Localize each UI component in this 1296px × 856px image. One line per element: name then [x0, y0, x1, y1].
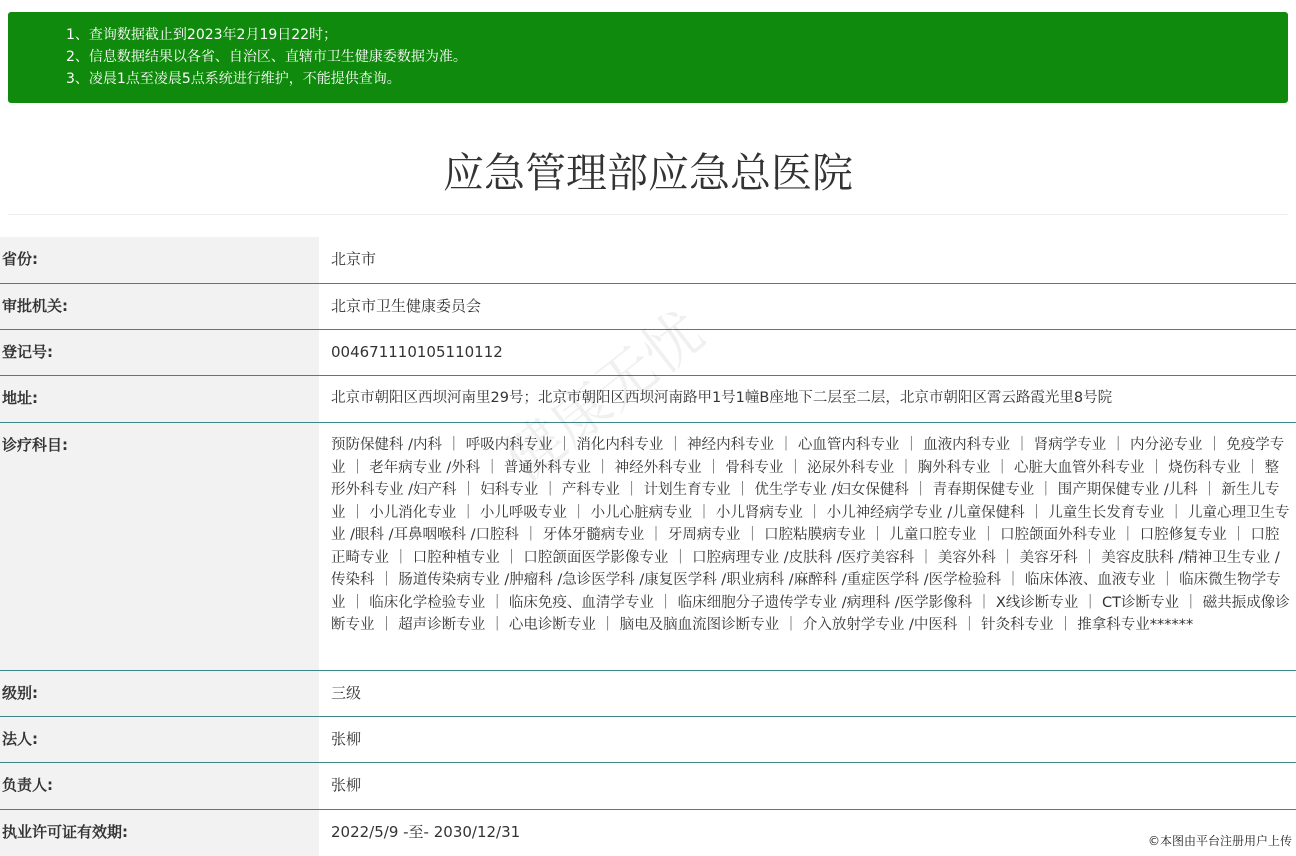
info-label: 诊疗科目: [0, 423, 319, 670]
info-label: 登记号: [0, 330, 319, 375]
info-row-level [0, 671, 1296, 717]
hospital-info-table [0, 237, 1296, 856]
hospital-name: 应急管理部应急总医院 [443, 149, 853, 197]
info-label: 法人: [0, 717, 319, 762]
info-label: 地址: [0, 376, 319, 422]
info-row-legal-representative [0, 717, 1296, 763]
info-value: 北京市朝阳区西坝河南里29号；北京市朝阳区西坝河南路甲1号1幢B座地下二层至二层，北京市朝阳区霄云路霞光里8号院 [331, 390, 1113, 406]
notice-line-3: 3、凌晨1点至凌晨5点系统进行维护，不能提供查询。 [66, 71, 401, 87]
upload-credit-text: ©本图由平台注册用户上传 [1147, 834, 1292, 848]
info-value: 北京市卫生健康委员会 [331, 297, 482, 315]
notice-banner [8, 12, 1288, 103]
info-row-address [0, 376, 1296, 423]
info-row-departments [0, 423, 1296, 671]
notice-line-1: 1、查询数据截止到2023年2月19日22时； [66, 27, 338, 43]
info-row-approval-authority [0, 284, 1296, 330]
info-value: 2022/5/9 -至- 2030/12/31 [331, 823, 521, 841]
info-row-province [0, 237, 1296, 284]
info-label: 负责人: [0, 763, 319, 809]
info-label: 执业许可证有效期: [0, 810, 319, 856]
info-value: 北京市 [331, 250, 377, 268]
info-label: 审批机关: [0, 284, 319, 329]
watermark-text: 健康无忧 [491, 297, 717, 495]
title-divider [8, 214, 1288, 215]
info-value: 004671110105110112 [331, 343, 503, 361]
info-value: 预防保健科 /内科 ｜ 呼吸内科专业 ｜ 消化内科专业 ｜ 神经内科专业 ｜ 心血管内科专业 ｜ 血液内科专业 ｜ 肾病学专业 ｜ 内分泌专业 ｜ 免疫学专业 ｜ 老年病专业 /外科 ｜ 普通外科专业 ｜ 神经外科专业 ｜ 骨科专业 ｜ 泌尿外科专业 ｜ 胸外科专业 ｜ 心脏大血管外科专业 ｜ 烧伤科专业 ｜ 整形外科专业 /妇产科 ｜ 妇科专业 ｜ 产科专业 ｜ 计划生育专业 ｜ 优生学专业 /妇女保健科 ｜ 青春期保健专业 ｜ 围产期保健专业 /儿科 ｜ 新生儿专业 ｜ 小儿消化专业 ｜ 小儿呼吸专业 ｜ 小儿心脏病专业 ｜ 小儿肾病专业 ｜ 小儿神经病学专业 /儿童保健科 ｜ 儿童生长发育专业 ｜ 儿童心理卫生专业 /眼科 /耳鼻咽喉科 /口腔科 ｜ 牙体牙髓病专业 ｜ 牙周病专业 ｜ 口腔粘膜病专业 ｜ 儿童口腔专业 ｜ 口腔颌面外科专业 ｜ 口腔修复专业 ｜ 口腔正畸专业 ｜ 口腔种植专业 ｜ 口腔颌面医学影像专业 ｜ 口腔病理专业 /皮肤科 /医疗美容科 ｜ 美容外科 ｜ 美容牙科 ｜ 美容皮肤科 /精神卫生专业 /传染科 ｜ 肠道传染病专业 /肿瘤科 /急诊医学科 /康复医学科 /职业病科 /麻醉科 /重症医学科 /医学检验科 ｜ 临床体液、血液专业 ｜ 临床微生物学专业 ｜ 临床化学检验专业 ｜ 临床免疫、血清学专业 ｜ 临床细胞分子遗传学专业 /病理科 /医学影像科 ｜ X线诊断专业 ｜ CT诊断专业 ｜ 磁共振成像诊断专业 ｜ 超声诊断专业 ｜ 心电诊断专业 ｜ 脑电及脑血流图诊断专业 ｜ 介入放射学专业 /中医科 ｜ 针灸科专业 ｜ 推拿科专业****** [331, 437, 1290, 633]
notice-line-2: 2、信息数据结果以各省、自治区、直辖市卫生健康委数据为准。 [66, 49, 467, 65]
info-row-registration-number [0, 330, 1296, 376]
info-label: 级别: [0, 671, 319, 716]
info-value: 三级 [331, 684, 362, 702]
info-value: 张柳 [331, 730, 362, 748]
info-label: 省份: [0, 237, 319, 283]
info-row-person-in-charge [0, 763, 1296, 810]
info-value: 张柳 [331, 776, 362, 794]
info-row-license-validity [0, 810, 1296, 856]
